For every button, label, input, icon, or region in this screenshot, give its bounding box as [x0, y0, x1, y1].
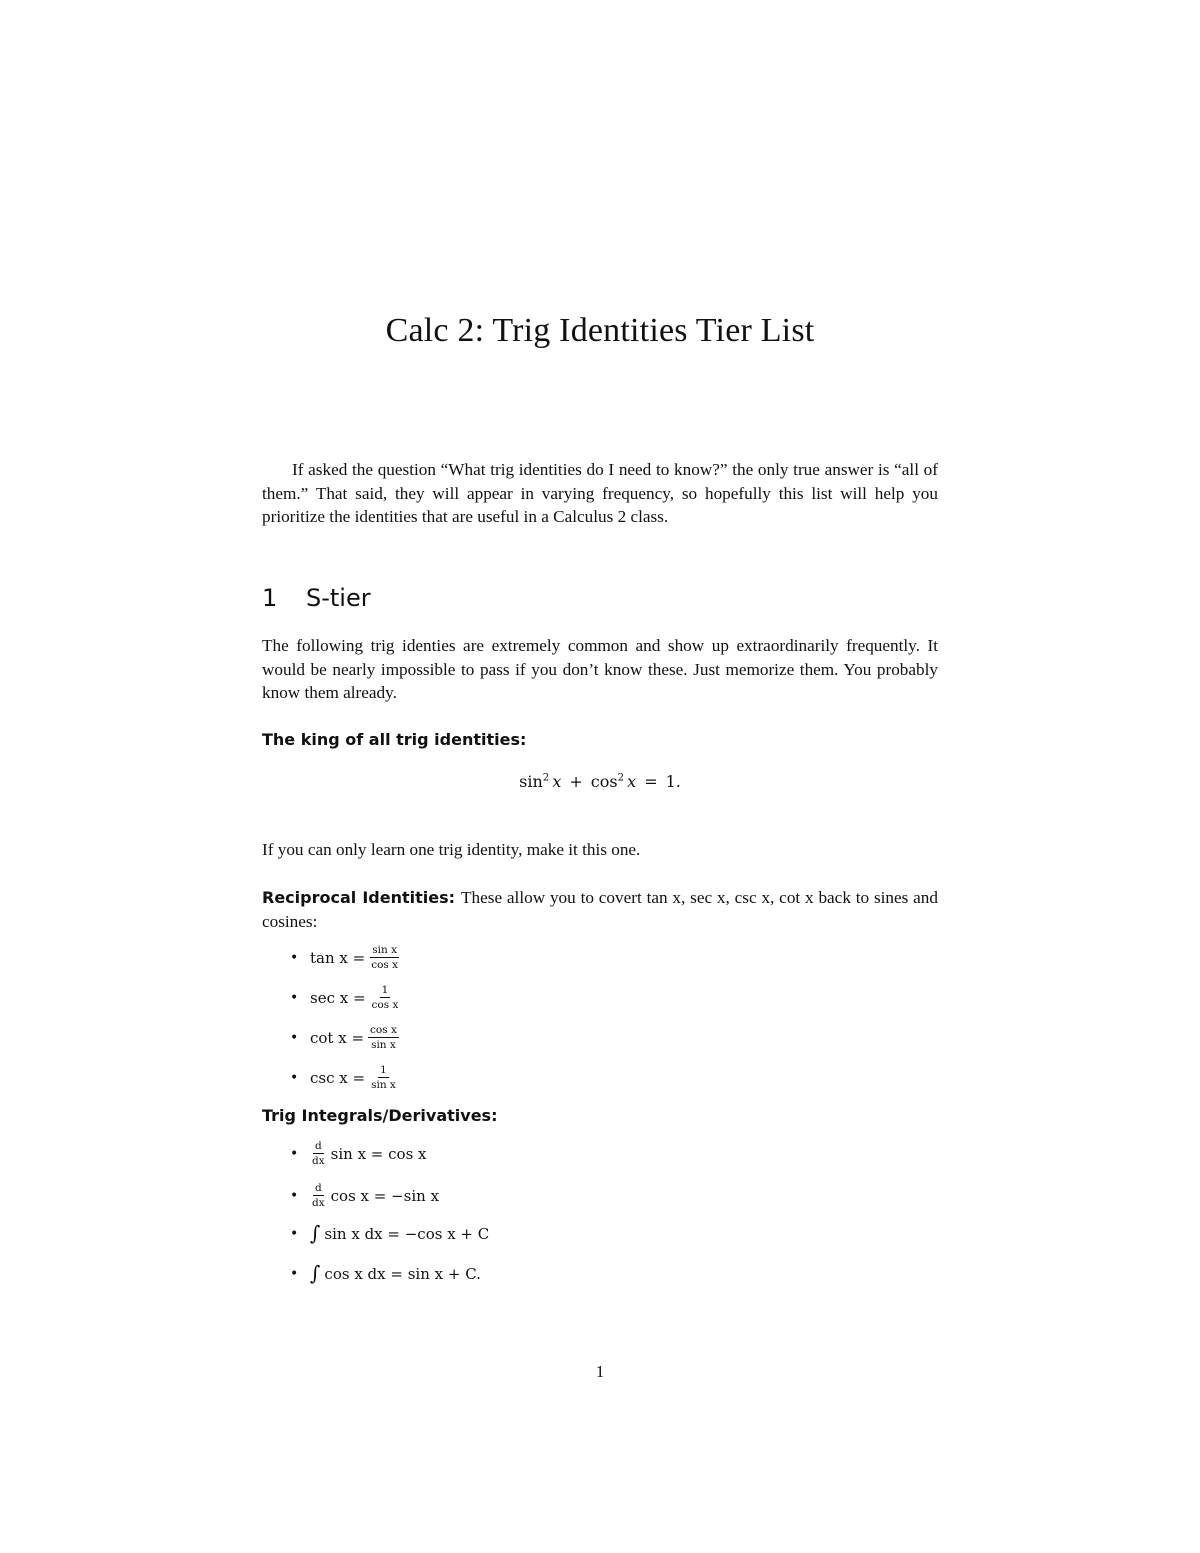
king-equation	[0, 772, 1200, 791]
fraction-numerator: 1	[381, 984, 389, 996]
bullet-icon: •	[290, 1266, 299, 1282]
identity-lhs: cot x =	[310, 1028, 365, 1047]
eq-rhs: 1.	[665, 772, 681, 791]
fraction-numerator: 1	[380, 1064, 387, 1076]
bullet-icon: •	[290, 1187, 299, 1204]
fraction	[369, 944, 400, 971]
integral-icon: ∫	[310, 1221, 321, 1245]
document-title: Calc 2: Trig Identities Tier List	[385, 312, 815, 349]
fraction-denominator: cos x	[371, 999, 399, 1011]
identity-lhs: csc x =	[310, 1068, 366, 1087]
derivative-expression: cos x = −sin x	[330, 1186, 440, 1205]
fraction-denominator: sin x	[371, 1079, 396, 1091]
derivative-operator	[310, 1182, 327, 1209]
list-item	[290, 984, 400, 1011]
intro-paragraph: If asked the question “What trig identities do I need to know?” the only true answer is “all of them.” That said, they will appear in varying frequency, so hopefully this list will help you prioritize the identities that are useful in a Calculus 2 class.	[262, 460, 938, 526]
trig-label: Trig Integrals/Derivatives:	[262, 1106, 498, 1125]
fraction-denominator: dx	[312, 1197, 325, 1209]
section-description: The following trig identies are extremely common and show up extraordinarily frequently. It would be nearly impossible to pass if you don’t know these. Just memorize them. You probably know them already.	[262, 636, 938, 702]
eq-sin-exponent: 2	[542, 772, 550, 784]
integral-icon: ∫	[310, 1261, 321, 1285]
reciprocal-label: Reciprocal Identities:	[262, 888, 456, 907]
eq-cos-exponent: 2	[617, 772, 624, 784]
eq-plus: +	[569, 772, 583, 791]
fraction-denominator: cos x	[371, 959, 399, 971]
list-item	[290, 1140, 427, 1167]
fraction	[369, 1064, 398, 1091]
bullet-icon: •	[290, 1226, 299, 1242]
eq-equals: =	[644, 772, 658, 791]
derivative-operator	[310, 1140, 327, 1167]
eq-sin: sin	[519, 772, 543, 791]
derivative-expression: sin x = cos x	[330, 1144, 427, 1163]
eq-x: x	[627, 772, 637, 791]
fraction	[368, 1024, 399, 1051]
integral-expression: cos x dx = sin x + C.	[324, 1265, 481, 1283]
reciprocal-text: These allow you to covert tan x, sec x, csc x, cot x back to sines and cosines:	[262, 888, 938, 931]
fraction-denominator: dx	[312, 1155, 325, 1167]
section-number: 1	[262, 584, 278, 612]
eq-x: x	[552, 772, 562, 791]
fraction	[370, 984, 401, 1011]
bullet-icon: •	[290, 1029, 299, 1046]
list-item	[290, 1064, 398, 1091]
identity-lhs: tan x =	[310, 948, 366, 967]
fraction-numerator: cos x	[370, 1024, 397, 1036]
eq-cos: cos	[590, 772, 618, 791]
list-item	[290, 1262, 481, 1286]
list-item	[290, 1222, 489, 1246]
list-item	[290, 1182, 439, 1209]
fraction-denominator: sin x	[371, 1039, 396, 1051]
reciprocal-paragraph	[262, 886, 938, 933]
king-label: The king of all trig identities:	[262, 730, 527, 749]
bullet-icon: •	[290, 989, 299, 1006]
only-one-text: If you can only learn one trig identity, make it this one.	[262, 840, 641, 859]
page-number: 1	[595, 1362, 605, 1381]
fraction-numerator: d	[314, 1140, 322, 1152]
fraction-numerator: sin x	[372, 944, 398, 956]
section-title: S-tier	[306, 584, 371, 612]
section-heading	[262, 584, 371, 612]
bullet-icon: •	[290, 1069, 299, 1086]
identity-lhs: sec x =	[310, 988, 366, 1007]
bullet-icon: •	[290, 949, 299, 966]
fraction-numerator: d	[314, 1182, 322, 1194]
list-item	[290, 944, 400, 971]
list-item	[290, 1024, 399, 1051]
bullet-icon: •	[290, 1145, 299, 1162]
integral-expression: sin x dx = −cos x + C	[324, 1225, 490, 1243]
